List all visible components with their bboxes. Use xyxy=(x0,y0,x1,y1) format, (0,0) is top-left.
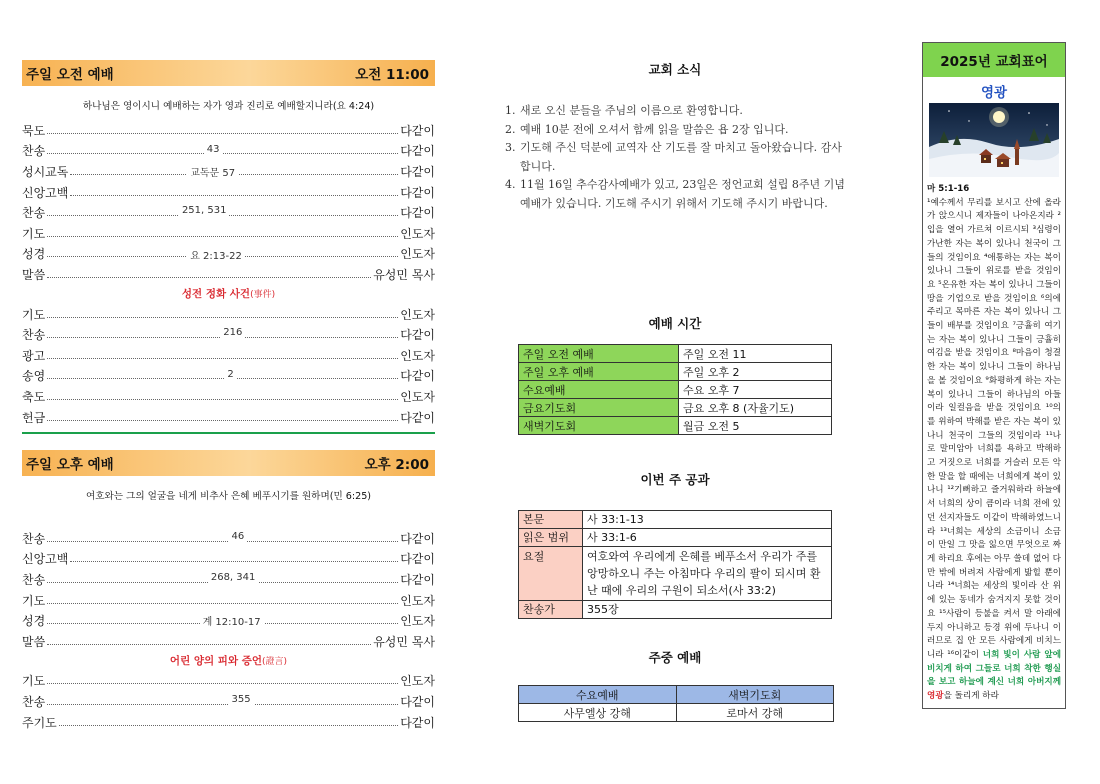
service-times-table xyxy=(518,344,832,435)
table-row: 수요예배 수요 오후 7 xyxy=(519,381,832,399)
order-leader: 인도자 xyxy=(400,348,435,363)
table-row: 새벽기도회 월금 오전 5 xyxy=(519,417,832,435)
order-label: 축도 xyxy=(22,389,46,404)
motto-title: 2025년 교회표어 xyxy=(923,43,1065,77)
lesson-table xyxy=(518,510,832,619)
order-label: 말씀 xyxy=(22,267,46,282)
order-row xyxy=(22,264,435,285)
order-leader: 다같이 xyxy=(400,144,435,159)
order-detail: 2 xyxy=(224,369,236,380)
order-label: 찬송 xyxy=(22,328,46,343)
order-label: 기도 xyxy=(22,674,46,689)
afternoon-order-1 xyxy=(22,528,435,652)
order-label: 찬송 xyxy=(22,694,46,709)
order-row xyxy=(22,304,435,325)
order-leader: 다같이 xyxy=(400,206,435,221)
order-row xyxy=(22,141,435,162)
order-row xyxy=(22,590,435,611)
order-leader: 인도자 xyxy=(400,226,435,241)
order-detail: 251, 531 xyxy=(179,205,230,216)
morning-order-2 xyxy=(22,304,435,428)
order-leader: 다같이 xyxy=(400,715,435,730)
order-row xyxy=(22,161,435,182)
order-leader: 유성민 목사 xyxy=(373,267,435,282)
order-leader: 인도자 xyxy=(400,614,435,629)
order-label: 송영 xyxy=(22,369,46,384)
weekday-table xyxy=(518,685,834,722)
news-item: 2. 예배 10분 전에 오셔서 함께 읽을 말씀은 욥 2장 입니다. xyxy=(505,122,789,136)
order-leader: 다같이 xyxy=(400,185,435,200)
order-leader: 다같이 xyxy=(400,328,435,343)
afternoon-title: 주일 오후 예배 xyxy=(26,457,114,473)
order-label: 성경 xyxy=(22,247,46,262)
order-detail: 교독문 57 xyxy=(187,164,238,179)
order-label: 성시교독 xyxy=(22,164,69,179)
order-leader: 다같이 xyxy=(400,572,435,587)
table-row: 요절 여호와여 우리에게 은혜를 베푸소서 우리가 주를 앙망하오니 주는 아침마다 우리의 팔이 되시며 환난 때에 우리의 구원이 되소서(사 33:2) xyxy=(519,547,832,601)
table-row: 주일 오후 예배 주일 오후 2 xyxy=(519,363,832,381)
table-row: 사무엘상 강해 로마서 강해 xyxy=(519,704,834,722)
afternoon-sermon-title: 어린 양의 피와 증언(證言) xyxy=(169,654,288,667)
news-list xyxy=(505,102,845,213)
order-detail: 43 xyxy=(204,144,223,155)
news-title: 교회 소식 xyxy=(648,62,702,77)
order-leader: 다같이 xyxy=(400,694,435,709)
order-leader: 인도자 xyxy=(400,593,435,608)
table-row: 본문 사 33:1-13 xyxy=(519,511,832,529)
afternoon-verse: 여호와는 그의 얼굴을 네게 비추사 은혜 베푸시기를 원하며(민 6:25) xyxy=(85,491,372,502)
order-row xyxy=(22,244,435,265)
motto-highlight: 너희 빛이 사람 앞에 비치게 하여 그들로 너희 착한 행실을 보고 하늘에 계신 너희 아버지께 xyxy=(927,649,1061,688)
morning-order-1 xyxy=(22,120,435,285)
table-header-row: 수요예배 새벽기도회 xyxy=(519,686,834,704)
order-row xyxy=(22,223,435,244)
morning-header xyxy=(22,60,435,86)
order-detail: 216 xyxy=(220,327,245,338)
order-row xyxy=(22,182,435,203)
afternoon-time: 오후 2:00 xyxy=(364,457,429,473)
times-title: 예배 시간 xyxy=(648,316,702,331)
weekday-title: 주중 예배 xyxy=(648,650,702,665)
order-leader: 다같이 xyxy=(400,410,435,425)
motto-word: 영광 xyxy=(980,85,1008,101)
order-label: 기도 xyxy=(22,307,46,322)
order-detail: 355 xyxy=(229,694,254,705)
order-label: 주기도 xyxy=(22,715,57,730)
church-news xyxy=(505,60,845,213)
table-row: 주일 오전 예배 주일 오전 11 xyxy=(519,345,832,363)
order-label: 광고 xyxy=(22,348,46,363)
motto-panel xyxy=(922,42,1066,709)
lesson-title: 이번 주 공과 xyxy=(640,472,710,487)
order-row xyxy=(22,569,435,590)
order-row xyxy=(22,610,435,631)
morning-title: 주일 오전 예배 xyxy=(26,67,114,83)
motto-ref: 마 5:1-16 xyxy=(927,184,970,194)
order-row xyxy=(22,549,435,570)
order-detail: 계 12:10-17 xyxy=(200,613,264,628)
order-row xyxy=(22,712,435,733)
table-row: 읽은 범위 사 33:1-6 xyxy=(519,529,832,547)
order-row xyxy=(22,386,435,407)
order-label: 신앙고백 xyxy=(22,552,69,567)
motto-body: ¹예수께서 무리를 보시고 산에 올라가 앉으시니 제자들이 나아온지라 ²입을 열어 가르쳐 이르시되 ³심령이 가난한 자는 복이 있나니 천국이 그들의 것임이요 ⁴애통하는 자는 복이 있나니 그들이 위로를 받을 것임이요 ⁵온유한 자는 복이 있나니 그들이 땅을 기업으로 받을 것임이요 ⁶의에 주리고 목마른 자는 복이 있나니 그들이 배부를 것임이요 ⁷긍휼히 여기는 자는 복이 있나니 그들이 긍휼히 여김을 받을 것임이요 ⁸마음이 청결한 자는 복이 있나니 그들이 하나님을 볼 것임이요 ⁹화평하게 하는 자는 복이 있나니 그들이 하나님의 아들이라 일컬음을 받을 것임이요 ¹⁰의를 위하여 박해를 받은 자는 복이 있나니 천국이 그들의 것임이라 ¹¹나로 말미암아 너희를 욕하고 박해하고 거짓으로 너희를 거슬러 모든 악한 말을 할 때에는 너희에게 복이 있나니 ¹²기뻐하고 즐거워하라 하늘에서 너희의 상이 큼이라 너희 전에 있던 선지자들도 이같이 박해하였느니라 ¹³너희는 세상의 소금이니 소금이 만일 그 맛을 잃으면 무엇으로 짜게 하리요 후에는 아무 쓸데 없어 다만 밖에 버려져 사람에게 밟힐 뿐이니라 ¹⁴너희는 세상의 빛이라 산 위에 있는 동네가 숨겨지지 못할 것이요 ¹⁵사람이 등불을 켜서 말 아래에 두지 아니하고 등경 위에 두나니 이러므로 집 안 모든 사람에게 비치느니라 ¹⁶이같이 xyxy=(927,197,1061,660)
motto-keyword: 영광 xyxy=(927,691,944,702)
order-row xyxy=(22,528,435,549)
order-detail: 268, 341 xyxy=(208,572,259,583)
order-label: 묵도 xyxy=(22,123,46,138)
news-item: 4. 11월 16일 추수감사예배가 있고, 23일은 정언교회 설립 8주년 기념 예배가 있습니다. 기도해 주시기 위해서 기도해 주시기 바랍니다. xyxy=(505,178,845,210)
order-row xyxy=(22,671,435,692)
order-label: 성경 xyxy=(22,614,46,629)
order-row xyxy=(22,631,435,652)
order-label: 찬송 xyxy=(22,144,46,159)
table-row: 찬송가 355장 xyxy=(519,601,832,619)
order-row xyxy=(22,202,435,223)
afternoon-order-2 xyxy=(22,671,435,733)
table-row: 금요기도회 금요 오후 8 (자율기도) xyxy=(519,399,832,417)
order-leader: 다같이 xyxy=(400,552,435,567)
order-leader: 인도자 xyxy=(400,247,435,262)
order-leader: 유성민 목사 xyxy=(373,634,435,649)
morning-service xyxy=(22,60,435,427)
morning-verse: 하나님은 영이시니 예배하는 자가 영과 진리로 예배할지니라(요 4:24) xyxy=(82,101,375,112)
afternoon-service xyxy=(22,450,435,732)
order-row xyxy=(22,407,435,428)
order-label: 헌금 xyxy=(22,410,46,425)
night-village-image xyxy=(929,103,1059,177)
order-row xyxy=(22,366,435,387)
order-row xyxy=(22,691,435,712)
news-item: 1. 새로 오신 분들을 주님의 이름으로 환영합니다. xyxy=(505,104,743,117)
order-leader: 인도자 xyxy=(400,389,435,404)
order-leader: 인도자 xyxy=(400,674,435,689)
order-label: 기도 xyxy=(22,593,46,608)
order-detail: 요 2:13-22 xyxy=(187,247,245,262)
afternoon-header xyxy=(22,450,435,476)
order-leader: 다같이 xyxy=(400,164,435,179)
order-leader: 다같이 xyxy=(400,123,435,138)
motto-scripture xyxy=(923,181,1065,708)
order-row xyxy=(22,324,435,345)
news-item: 3. 기도해 주신 덕분에 교역자 산 기도를 잘 마치고 돌아왔습니다. 감사합니다. xyxy=(505,141,842,173)
order-label: 기도 xyxy=(22,226,46,241)
order-label: 찬송 xyxy=(22,206,46,221)
morning-time: 오전 11:00 xyxy=(355,67,429,83)
order-leader: 다같이 xyxy=(400,369,435,384)
order-row xyxy=(22,120,435,141)
divider xyxy=(22,432,435,434)
morning-sermon-title: 성전 정화 사건(事件) xyxy=(181,287,276,300)
order-label: 신앙고백 xyxy=(22,185,69,200)
order-detail: 46 xyxy=(229,531,248,542)
order-leader: 인도자 xyxy=(400,307,435,322)
order-leader: 다같이 xyxy=(400,531,435,546)
order-row xyxy=(22,345,435,366)
order-label: 찬송 xyxy=(22,531,46,546)
motto-tail: 을 돌리게 하라 xyxy=(943,691,999,702)
order-label: 말씀 xyxy=(22,634,46,649)
order-label: 찬송 xyxy=(22,572,46,587)
